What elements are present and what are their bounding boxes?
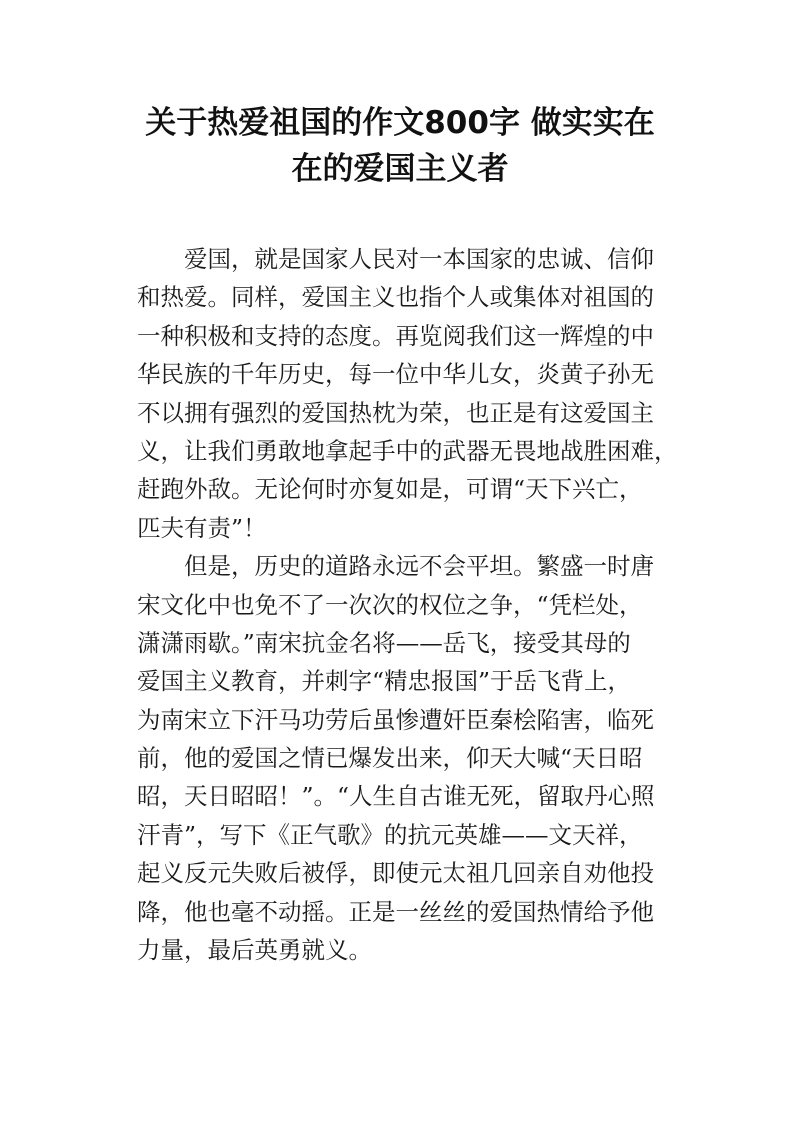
paragraph-1 — [137, 240, 678, 547]
text-line: 和热爱。同样，爱国主义也指个人或集体对祖国的 — [137, 283, 654, 312]
text-line: 汗青”，写下《正气歌》的抗元英雄——文天祥， — [137, 820, 643, 849]
text-line: 为南宋立下汗马功劳后虽惨遭奸臣秦桧陷害，临死 — [137, 705, 654, 734]
text-line: 潇潇雨歇。”南宋抗金名将——岳飞，接受其母的 — [137, 628, 631, 657]
text-line: 赶跑外敌。无论何时亦复如是，可谓“天下兴亡， — [137, 475, 643, 504]
title-line: 在的爱国主义者 — [291, 151, 509, 187]
text-line: 爱国主义教育，并刺字“精忠报国”于岳飞背上， — [137, 667, 632, 696]
text-line: 起义反元失败后被俘，即使元太祖几回亲自劝他投 — [137, 859, 654, 888]
text-line: 匹夫有责”！ — [137, 513, 267, 542]
text-line: 但是，历史的道路永远不会平坦。繁盛一时唐 — [184, 552, 654, 581]
title-line: 关于热爱祖国的作文800字 做实实在 — [145, 105, 655, 141]
paragraph-2 — [137, 547, 667, 969]
text-line: 昭，天日昭昭！”。“人生自古谁无死，留取丹心照 — [137, 782, 655, 811]
text-line: 不以拥有强烈的爱国热枕为荣，也正是有这爱国主 — [137, 398, 654, 427]
text-line: 降，他也毫不动摇。正是一丝丝的爱国热情给予他 — [137, 897, 654, 926]
text-line: 力量，最后英勇就义。 — [137, 936, 372, 965]
text-line: 华民族的千年历史，每一位中华儿女，炎黄子孙无 — [137, 360, 654, 389]
text-line: 宋文化中也免不了一次次的权位之争，“凭栏处， — [137, 590, 643, 619]
text-line: 义，让我们勇敢地拿起手中的武器无畏地战胜困难， — [137, 436, 678, 465]
text-line: 一种积极和支持的态度。再览阅我们这一辉煌的中 — [137, 321, 654, 350]
document-body — [137, 240, 678, 969]
text-line: 前，他的爱国之情已爆发出来，仰天大喊“天日昭 — [137, 744, 643, 773]
document-title — [80, 100, 720, 192]
text-line: 爱国，就是国家人民对一本国家的忠诚、信仰 — [184, 245, 654, 273]
